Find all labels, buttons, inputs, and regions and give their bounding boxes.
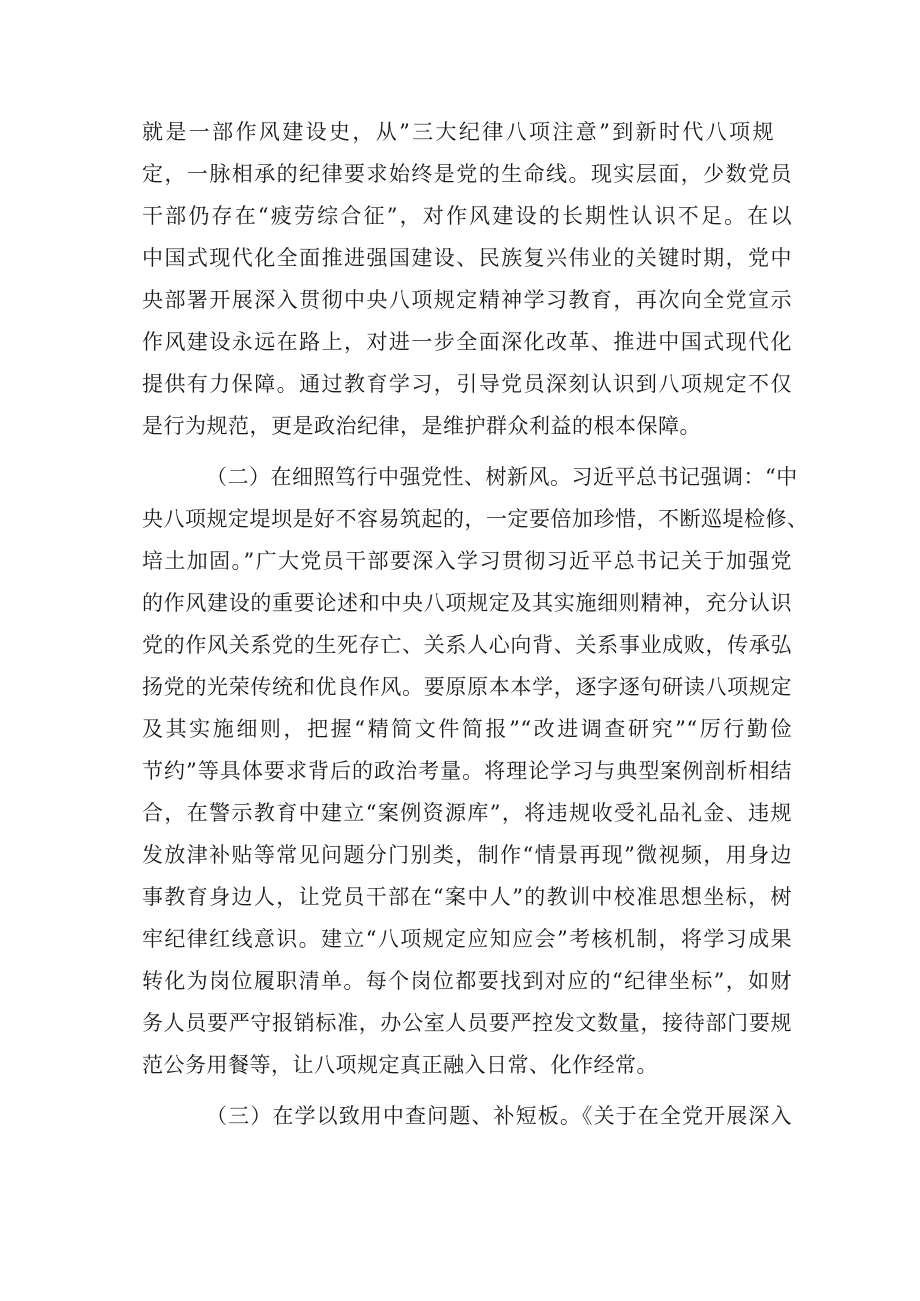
paragraph-heading-line: （三）在学以致用中查问题、补短板。《关于在全党开展深入 [206, 1104, 792, 1128]
text-line: 中国式现代化全面推进强国建设、民族复兴伟业的关键时期，党中 [142, 246, 792, 270]
text-line: 央部署开展深入贯彻中央八项规定精神学习教育，再次向全党宣示 [142, 288, 792, 312]
text-line: 发放津补贴等常见问题分门别类，制作“情景再现”微视频，用身边 [142, 843, 792, 867]
text-line: 事教育身边人，让党员干部在“案中人”的教训中校准思想坐标，树 [142, 885, 792, 909]
text-line: 及其实施细则，把握“精简文件简报”“改进调查研究”“厉行勤俭 [142, 717, 792, 741]
text-line: 央八项规定堤坝是好不容易筑起的，一定要倍加珍惜，不断巡堤检修、 [142, 507, 809, 531]
text-line: 合，在警示教育中建立“案例资源库”，将违规收受礼品礼金、违规 [142, 801, 792, 825]
text-line: 扬党的光荣传统和优良作风。要原原本本学，逐字逐句研读八项规定 [142, 675, 792, 699]
text-line: 提供有力保障。通过教育学习，引导党员深刻认识到八项规定不仅 [142, 372, 792, 396]
text-line: 培土加固。”广大党员干部要深入学习贯彻习近平总书记关于加强党 [142, 549, 792, 573]
text-line: 干部仍存在“疲劳综合征”，对作风建设的长期性认识不足。在以 [142, 204, 792, 228]
text-line: 牢纪律红线意识。建立“八项规定应知应会”考核机制，将学习成果 [142, 927, 792, 951]
text-line: 定，一脉相承的纪律要求始终是党的生命线。现实层面，少数党员 [142, 162, 792, 186]
text-line: 的作风建设的重要论述和中央八项规定及其实施细则精神，充分认识 [142, 591, 792, 615]
text-line: 作风建设永远在路上，对进一步全面深化改革、推进中国式现代化 [142, 330, 792, 354]
text-line: 是行为规范，更是政治纪律，是维护群众利益的根本保障。 [142, 414, 701, 438]
text-line: 就是一部作风建设史，从”三大纪律八项注意”到新时代八项规 [142, 120, 774, 144]
paragraph-heading-line: （二）在细照笃行中强党性、树新风。习近平总书记强调：“中 [206, 465, 798, 489]
text-line: 范公务用餐等，让八项规定真正融入日常、化作经常。 [142, 1053, 658, 1077]
text-line: 转化为岗位履职清单。每个岗位都要找到对应的“纪律坐标”，如财 [142, 969, 792, 993]
text-line: 党的作风关系党的生死存亡、关系人心向背、关系事业成败，传承弘 [142, 633, 792, 657]
text-line: 务人员要严守报销标准，办公室人员要严控发文数量，接待部门要规 [142, 1011, 792, 1035]
text-line: 节约”等具体要求背后的政治考量。将理论学习与典型案例剖析相结 [142, 759, 792, 783]
